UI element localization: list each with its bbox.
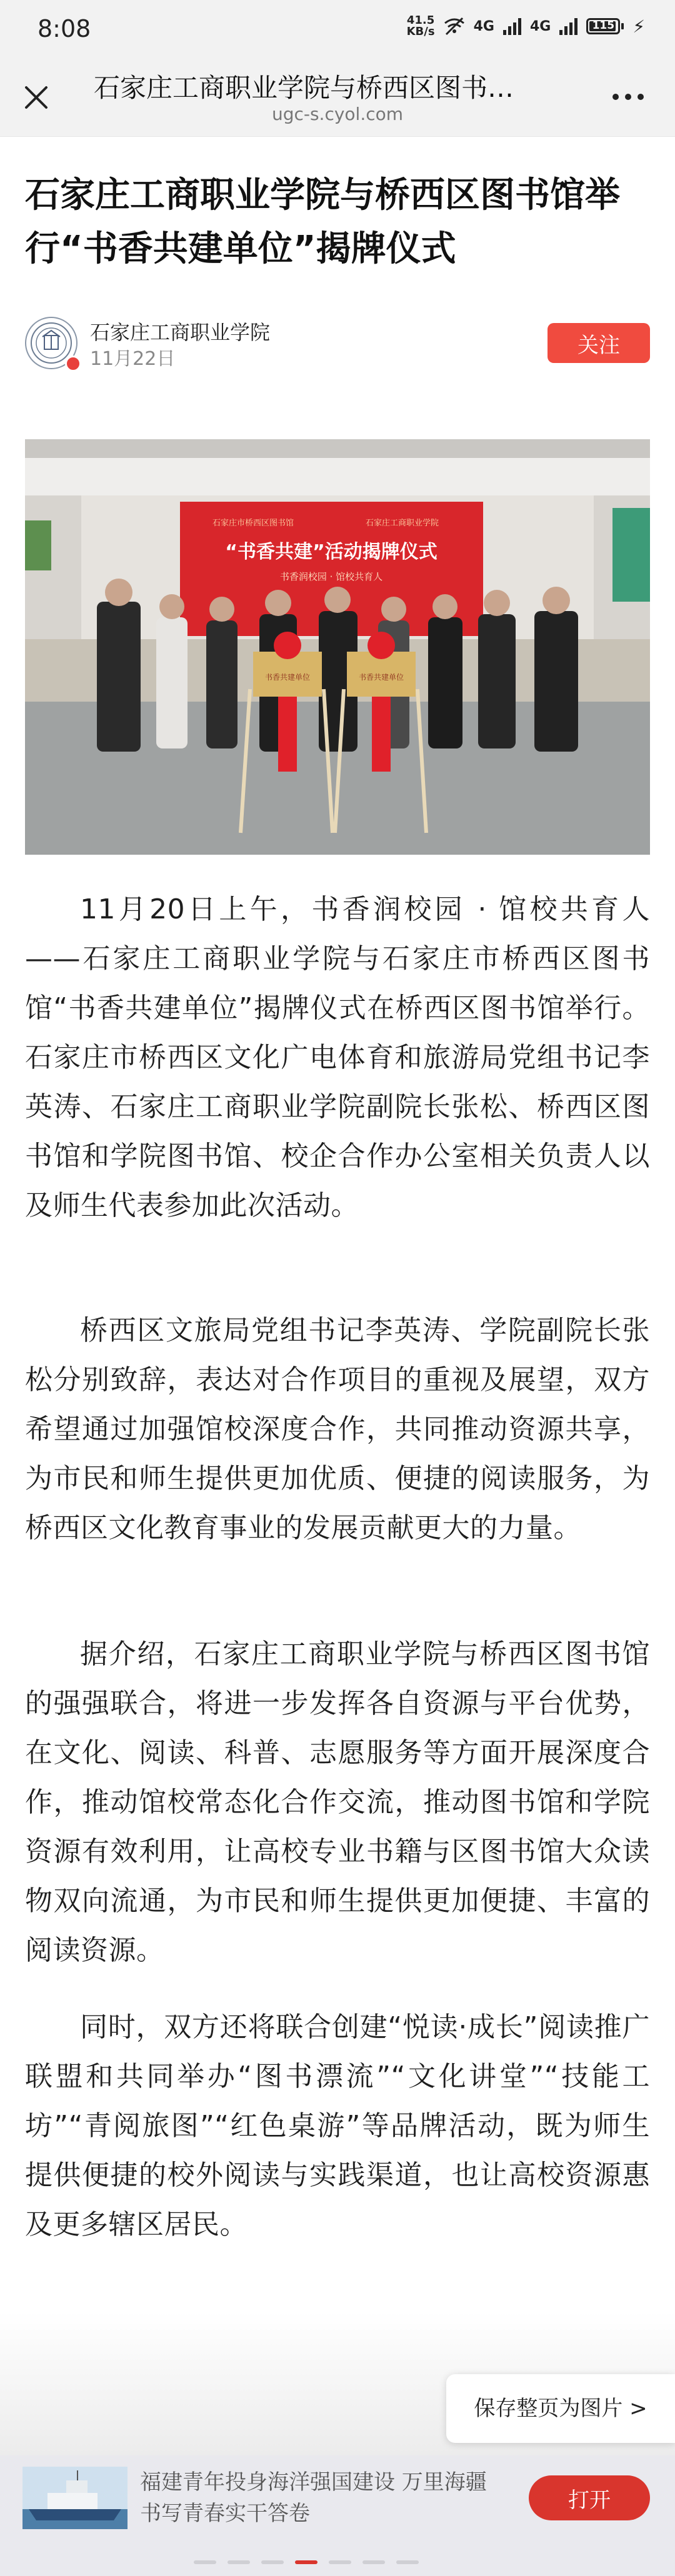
carousel-dot xyxy=(329,2560,351,2564)
signal-bars-icon xyxy=(559,17,578,35)
article-paragraph-1: 11月20日上午，书香润校园 · 馆校共育人——石家庄工商职业学院与石家庄市桥西区图书馆“书香共建单位”揭牌仪式在桥西区图书馆举行。石家庄市桥西区文化广电体育和旅游局党组书记李英涛、石家庄工商职业学院副院长张松、桥西区图书馆和学院图书馆、校企合作办公室相关负责人以及师生代表参加此次活动。 xyxy=(25,893,650,1221)
carousel-dot xyxy=(362,2560,385,2564)
open-app-button[interactable]: 打开 xyxy=(529,2475,650,2520)
article-title: 石家庄工商职业学院与桥西区图书馆举行“书香共建单位”揭牌仪式 xyxy=(25,175,620,269)
status-indicators xyxy=(407,15,645,37)
photo-plaque-text-right: 书香共建单位 xyxy=(358,673,404,682)
network-speed: 41.5 KB/s xyxy=(406,14,435,38)
battery-icon xyxy=(586,18,624,34)
status-time: 8:08 xyxy=(38,15,91,42)
nav-bar xyxy=(0,62,675,137)
article-paragraph-3: 据介绍，石家庄工商职业学院与桥西区图书馆的强强联合，将进一步发挥各自资源与平台优势，在文化、阅读、科普、志愿服务等方面开展深度合作，推动馆校常态化合作交流，推动图书馆和学院资源有效利用，让高校专业书籍与区图书馆大众读物双向流通，为市民和师生提供更加便捷、丰富的阅读资源。 xyxy=(25,1638,650,1966)
battery-level: 115 xyxy=(592,19,615,32)
close-button[interactable] xyxy=(18,79,55,116)
author-name[interactable]: 石家庄工商职业学院 xyxy=(90,321,271,344)
carousel-dot-active xyxy=(295,2560,318,2564)
photo-banner-small-right: 石家庄工商职业学院 xyxy=(366,519,439,528)
signal-label-2: 4G xyxy=(529,18,551,34)
status-bar xyxy=(0,0,675,62)
publish-date: 11月22日 xyxy=(90,348,176,370)
ship-thumbnail-icon xyxy=(22,2467,128,2529)
photo-plaque-text-left: 书香共建单位 xyxy=(264,673,311,682)
page-url: ugc-s.cyol.com xyxy=(271,104,404,124)
photo-banner-sub: 书香润校园 · 馆校共育人 xyxy=(279,571,383,582)
article-paragraph-4: 同时，双方还将联合创建“悦读·成长”阅读推广联盟和共同举办“图书漂流”“文化讲堂”“技能工坊”“青阅旅图”“红色桌游”等品牌活动，既为师生提供便捷的校外阅读与实践渠道，也让高校资源惠及更多辖区居民。 xyxy=(25,2011,650,2240)
more-button[interactable] xyxy=(606,81,650,112)
charging-icon: ⚡ xyxy=(632,16,645,37)
verified-badge-icon xyxy=(65,356,81,372)
author-row xyxy=(25,316,650,372)
signal-bars-icon xyxy=(503,17,521,35)
photo-banner-title: “书香共建”活动揭牌仪式 xyxy=(225,541,438,563)
carousel-dot xyxy=(228,2560,250,2564)
photo-banner-small-left: 石家庄市桥西区图书馆 xyxy=(212,519,294,528)
save-page-as-image-button[interactable]: 保存整页为图片 > xyxy=(446,2374,675,2443)
photo-people xyxy=(97,579,578,752)
carousel-dot xyxy=(396,2560,419,2564)
wifi-off-icon xyxy=(444,17,465,36)
page-title: 石家庄工商职业学院与桥西区图书… xyxy=(94,72,514,103)
carousel-dot xyxy=(194,2560,216,2564)
more-icon xyxy=(606,81,650,112)
close-icon xyxy=(18,79,55,116)
article-paragraph-2: 桥西区文旅局党组书记李英涛、学院副院长张松分别致辞，表达对合作项目的重视及展望，双方希望通过加强馆校深度合作，共同推动资源共享，为市民和师生提供更加优质、便捷的阅读服务，为桥西区文化教育事业的发展贡献更大的力量。 xyxy=(25,1315,650,1544)
article-photo xyxy=(25,439,650,855)
carousel-dots xyxy=(194,2560,419,2564)
follow-button[interactable]: 关注 xyxy=(548,323,650,363)
carousel-dot xyxy=(261,2560,284,2564)
promo-bar[interactable] xyxy=(0,2455,675,2576)
signal-label-1: 4G xyxy=(473,18,494,34)
promo-text[interactable]: 福建青年投身海洋强国建设 万里海疆书写青春实干答卷 xyxy=(140,2470,487,2526)
